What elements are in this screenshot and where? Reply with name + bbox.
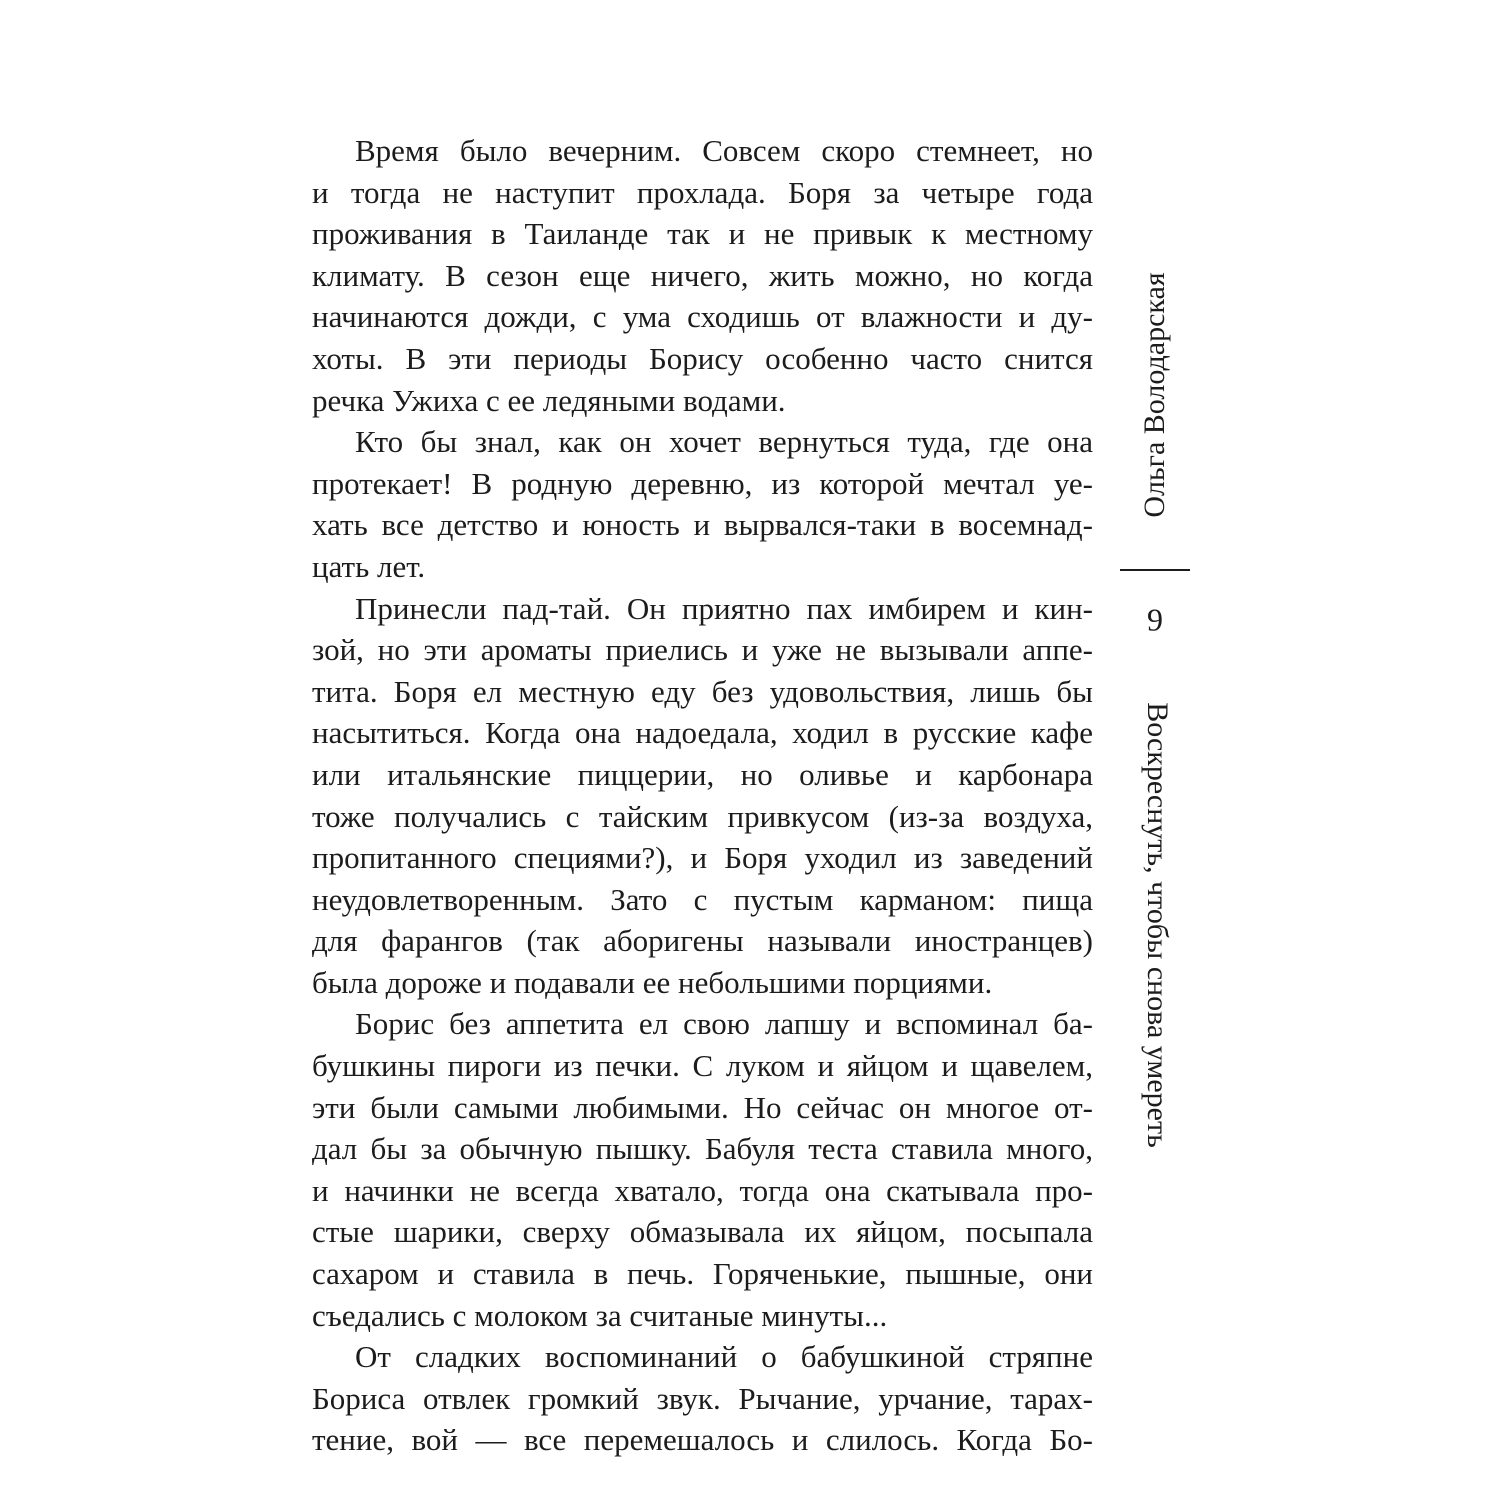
text-line: Принесли пад-тай. Он приятно пах имбирем и кин-	[355, 590, 1093, 626]
text-line: протекает! В родную деревню, из которой мечтал уе-	[312, 465, 1093, 501]
text-line: пропитанного специями?), и Боря уходил из заведений	[312, 840, 1093, 876]
text-line: тоже получались с тайским привкусом (из-за воздуха,	[312, 798, 1093, 834]
running-head-author: Ольга Володарская	[1138, 272, 1171, 518]
text-line: насытиться. Когда она надоедала, ходил в русские кафе	[312, 715, 1093, 751]
text-line: хоты. В эти периоды Борису особенно часто снится	[312, 340, 1093, 376]
text-line: или итальянские пиццерии, но оливье и карбонара	[312, 756, 1093, 792]
text-line: сахаром и ставила в печь. Горяченькие, пышные, они	[312, 1256, 1093, 1292]
page-number: 9	[1147, 601, 1163, 638]
text-line: эти были самыми любимыми. Но сейчас он многое от-	[312, 1089, 1093, 1125]
text-line: речка Ужиха с ее ледяными водами.	[312, 382, 786, 418]
text-line: тение, вой — все перемешалось и слилось. Когда Бо-	[312, 1422, 1093, 1458]
text-line: зой, но эти ароматы приелись и уже не вызывали аппе-	[312, 632, 1093, 668]
body-text	[312, 130, 1093, 1461]
running-head-divider	[1120, 569, 1190, 571]
text-line: хать все детство и юность и вырвался-таки в восемнад-	[312, 507, 1093, 543]
text-line: проживания в Таиланде так и не привык к местному	[312, 216, 1093, 252]
text-line: для фарангов (так аборигены называли иностранцев)	[312, 923, 1093, 959]
text-line: начинаются дожди, с ума сходишь от влажности и ду-	[312, 299, 1093, 335]
text-line: съедались с молоком за считаные минуты...	[312, 1297, 888, 1333]
text-line: и тогда не наступит прохлада. Боря за четыре года	[312, 174, 1093, 210]
text-line: Время было вечерним. Совсем скоро стемнеет, но	[355, 133, 1093, 168]
text-line: От сладких воспоминаний о бабушкиной стряпне	[355, 1339, 1093, 1375]
text-line: стые шарики, сверху обмазывала их яйцом, посыпала	[312, 1214, 1093, 1250]
text-line: дал бы за обычную пышку. Бабуля теста ставила много,	[312, 1131, 1093, 1167]
text-line: Кто бы знал, как он хочет вернуться туда, где она	[355, 424, 1093, 460]
text-line: бушкины пироги из печки. С луком и яйцом и щавелем,	[312, 1048, 1093, 1084]
text-line: Бориса отвлек громкий звук. Рычание, урчание, тарах-	[312, 1380, 1093, 1416]
running-head-title: Воскреснуть, чтобы снова умереть	[1141, 702, 1174, 1148]
text-line: цать лет.	[312, 548, 426, 584]
text-line: и начинки не всегда хватало, тогда она скатывала про-	[312, 1172, 1093, 1208]
text-line: тита. Боря ел местную еду без удовольствия, лишь бы	[312, 673, 1093, 709]
text-line: Борис без аппетита ел свою лапшу и вспоминал ба-	[355, 1006, 1093, 1042]
text-line: неудовлетворенным. Зато с пустым карманом: пища	[312, 881, 1093, 917]
text-line: была дороже и подавали ее небольшими порциями.	[312, 964, 993, 1000]
text-line: климату. В сезон еще ничего, жить можно, но когда	[312, 257, 1093, 293]
